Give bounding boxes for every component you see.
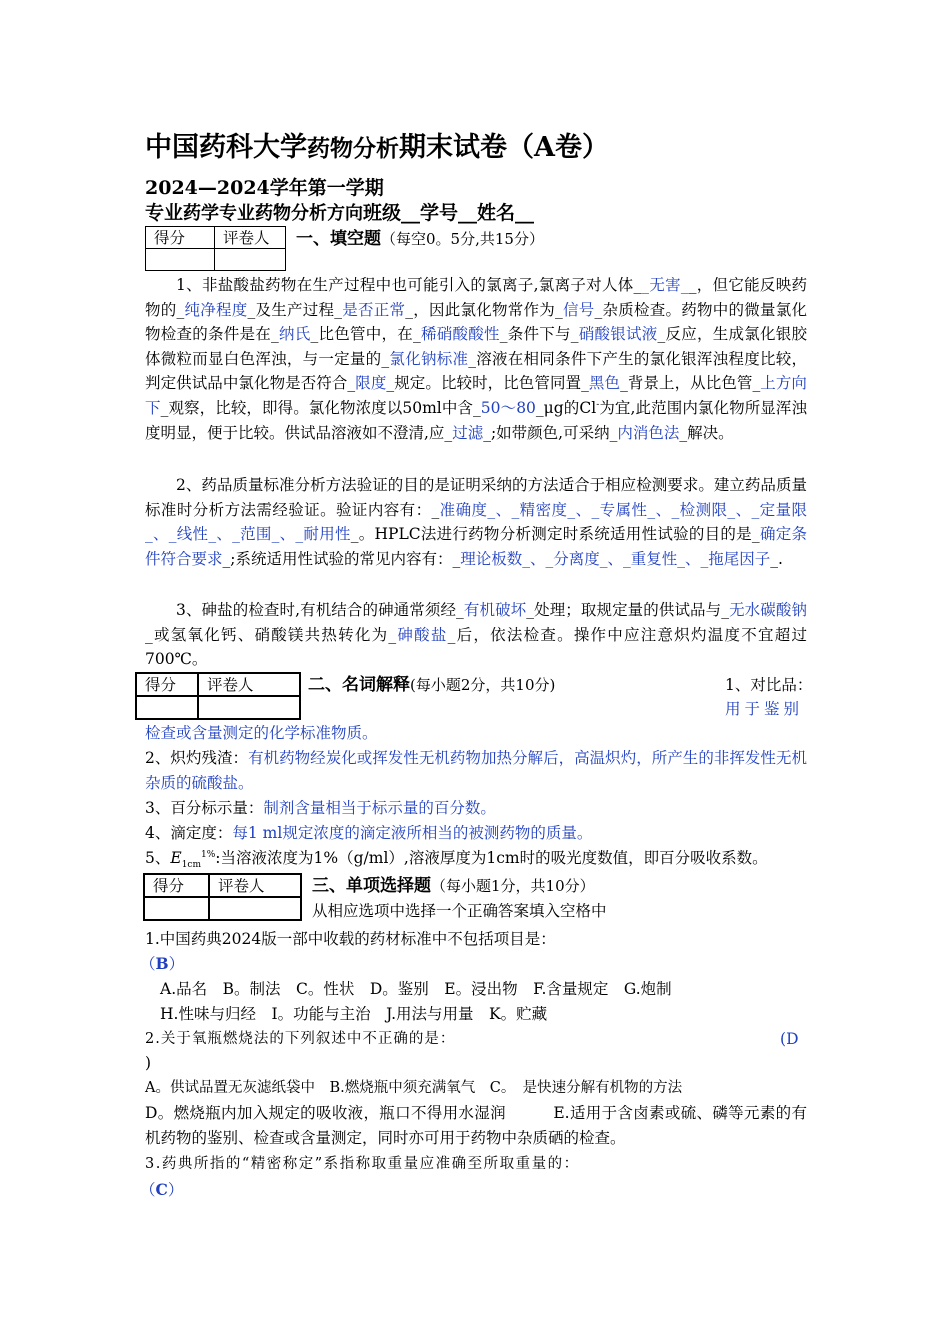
score-cell[interactable]: [146, 249, 215, 271]
q3-text: _或氢氧化钙、硝酸镁共热转化为_: [145, 625, 397, 644]
section-3-title: 三、单项选择题: [312, 876, 431, 896]
q1-text: _，因此氯化物常作为_: [405, 300, 563, 319]
title-course: 药物分析: [307, 135, 399, 162]
term-3: [145, 796, 496, 821]
q1-text: _溶液在相同条件下产生的氯化银浑浊程度比较，判定供试品中氯化物是否符合_: [145, 349, 807, 393]
term-2-label: 2、炽灼残渣：: [145, 749, 249, 767]
score-label: 得分: [146, 227, 215, 249]
answer-bracket: （: [140, 1181, 156, 1199]
answer-bracket: ）: [168, 955, 185, 973]
q1-answer: 过滤: [452, 423, 484, 442]
choice-question-1-answer: [140, 951, 184, 977]
term-3-answer: 制剂含量相当于标示量的百分数。: [263, 799, 496, 817]
q1-answer: 氯化钠标准: [389, 349, 469, 368]
term-1-label: 1、对比品：: [725, 676, 813, 694]
major-value: 药学专业药物分析方向: [183, 203, 364, 224]
answer-bracket: （: [140, 955, 156, 973]
q1-answer: 内消色法: [617, 423, 680, 442]
term-3-label: 3、百分标示量：: [145, 799, 264, 817]
q3-answer: 无水碳酸钠: [729, 601, 807, 619]
q1-answer: _无害_: [641, 276, 689, 294]
q1-text: _规定。比较时，比色管同置_: [386, 374, 589, 393]
section-1-heading: [296, 226, 544, 252]
q3-text: 3、砷盐的检查时,有机结合的砷通常须经_: [176, 601, 464, 619]
choice-question-2-options-1: A。供试品置无灰滤纸袋中 B.燃烧瓶中须充满氧气 C。 是快速分解有机物的方法: [145, 1080, 683, 1096]
q1-answer: 纯净程度: [184, 300, 248, 319]
term-5-symbol: E: [170, 849, 182, 867]
answer-letter: B: [155, 954, 169, 973]
grader-label: 评卷人: [198, 673, 300, 696]
q1-answer: 是否正常: [342, 300, 406, 319]
exam-student-info: [145, 199, 534, 228]
score-table-2: [135, 672, 301, 720]
choice-question-1-options-2: H.性味与归经 I。功能与主治 J.用法与用量 K。贮藏: [160, 1005, 548, 1023]
exam-term: 2024—2024学年第一学期: [145, 177, 384, 199]
q1-text: _条件下与_: [499, 325, 579, 344]
choice-question-3-answer: [140, 1177, 183, 1203]
q1-text: _及生产过程_: [247, 300, 342, 319]
answer-bracket: ）: [167, 1181, 184, 1199]
score-cell[interactable]: [144, 897, 209, 920]
term-2-answer: 有机药物经炭化或挥发性无机药物加热分解后，高温炽灼，所产生的非挥发性无机杂质的硫酸盐。: [145, 749, 807, 792]
score-table-1: [145, 226, 286, 271]
q3-answer: 砷酸盐: [396, 625, 448, 644]
term-5-subscript: 1cm: [181, 860, 202, 871]
q3-text: _处理；取规定量的供试品与_: [526, 601, 729, 619]
term-1-answer-part2: 检查或含量测定的化学标准物质。: [145, 724, 378, 742]
term-4-label: 4、滴定度：: [145, 824, 233, 842]
q2-text: _.: [770, 549, 783, 568]
score-cell[interactable]: [136, 696, 198, 719]
grader-cell[interactable]: [198, 696, 300, 719]
q2-answer: 确定条件符合要求: [145, 525, 807, 568]
q1-answer: 纳氏: [278, 325, 311, 344]
q1-text: _μg的Cl: [535, 398, 597, 417]
q1-text: _背景上，从比色管_: [620, 374, 761, 393]
choice-question-2: 2.关于氧瓶燃烧法的下列叙述中不正确的是：: [145, 1031, 456, 1047]
q1-answer: 50～80: [480, 398, 536, 417]
q2-text: _。HPLC法进行药物分析测定时系统适用性试验的目的是_: [350, 525, 760, 544]
score-label: 得分: [136, 673, 198, 696]
answer-letter: C: [155, 1180, 168, 1199]
term-5-label: 5、: [145, 849, 171, 867]
q1-text: 1、非盐酸盐药物在生产过程中也可能引入的氯离子,氯离子对人体_: [176, 276, 642, 294]
section-2-heading: [308, 672, 555, 698]
grader-label: 评卷人: [209, 874, 301, 897]
term-5: [145, 846, 768, 871]
q1-text: _;如带颜色,可采纳_: [483, 423, 618, 442]
q3-answer: 有机破坏: [463, 601, 527, 619]
section-3-note: （每小题1分，共10分）: [431, 877, 595, 895]
q1-text: _解决。: [679, 423, 734, 442]
major-prefix: 专业: [145, 202, 184, 224]
grader-cell[interactable]: [215, 249, 286, 271]
choice-question-2-answer: [780, 1027, 799, 1052]
section-3-heading: [312, 873, 595, 899]
grader-cell[interactable]: [209, 897, 301, 920]
class-id-name-fields: 班级__学号__姓名__: [363, 202, 535, 224]
q1-text: _反应，生成氯化银胶体微粒而显白色浑浊，与一定量的_: [145, 325, 807, 368]
score-label: 得分: [144, 874, 209, 897]
q2-text: _;系统适用性试验的常见内容有：_: [222, 549, 461, 568]
choice-question-2-answer-close: ): [145, 1054, 152, 1072]
title-school: 中国药科大学: [145, 132, 307, 163]
term-5-text: :当溶液浓度为1%（g/ml）,溶液厚度为1cm时的吸光度数值，即百分吸收系数。: [215, 849, 768, 867]
section-2-title: 二、名词解释: [308, 675, 410, 695]
q2-text: 2、药品质量标准分析方法验证的目的是证明采纳的方法适合于相应检测要求。建立药品质量标准时分析方法需经验证。验证内容有：_: [145, 476, 807, 519]
fill-question-2: [145, 473, 807, 571]
q1-answer: 稀硝酸酸性: [420, 325, 500, 344]
q1-text: _杂质检查。药物中的微量氯化物检查的条件是在_: [145, 300, 807, 344]
choice-question-1: 1.中国药典2024版一部中收载的药材标准中不包括项目是：: [145, 930, 556, 948]
q3-text: _后，依法检查。操作中应注意炽灼温度不宜超过700℃。: [145, 625, 807, 669]
q1-text: 为宜,此范围内氯化物所显浑浊度明显，便于比较。供试品溶液如不澄清,应_: [145, 398, 807, 442]
section-1-note: （每空0。5分,共15分）: [381, 230, 544, 248]
fill-question-1: 1、非盐酸盐药物在生产过程中也可能引入的氯离子,氯离子对人体__无害__，但它能反映药物的_纯净程度_及生产过程_是否正常_，因此氯化物常作为_信号_杂质检查。药物中的微量氯化物检查的条件是在_纳氏_比色管中，在_稀硝酸酸性_条件下与_硝酸银试液_反应，生成氯化银胶体微粒而显白色浑浊，与一定量的_氯化钠标准_溶液在相同条件下产生的氯化银浑浊程度比较，判定供试品中氯化物是否符合_限度_规定。比较时，比色管同置_黑色_背景上，从比色管_上方向下_观察，比较，即得。氯化物浓度以50ml中含_50～80_μg的Cl-为宜,此范围内氯化物所显浑浊度明显，便于比较。供试品溶液如不澄清,应_过滤_;如带颜色,可采纳_内消色法_解决。: [145, 276, 807, 442]
term-2: [145, 746, 807, 795]
q1-text: _，但它能反映药物的_: [145, 276, 807, 319]
title-tail: 期末试卷（A卷）: [399, 132, 609, 163]
term-4-answer: 每1 ml规定浓度的滴定液所相当的被测药物的质量。: [232, 824, 593, 842]
score-table-3: [143, 873, 302, 921]
q1-text: _观察，比较，即得。氯化物浓度以50ml中含_: [160, 398, 481, 417]
section-2-note: (每小题2分，共10分): [410, 676, 556, 694]
fill-question-3: [145, 598, 807, 672]
grader-label: 评卷人: [215, 227, 286, 249]
exam-title: [145, 128, 609, 169]
term-4: [145, 821, 592, 846]
choice-question-1-options-1: A.品名 B。制法 C。性状 D。鉴别 E。浸出物 F.含量规定 G.炮制: [160, 980, 672, 998]
answer-bracket: (: [780, 1030, 787, 1048]
term-1-answer-part1: 用于鉴别: [725, 700, 804, 718]
term-5-superscript: 1%: [201, 849, 216, 860]
choice-question-2-options-2: D。燃烧瓶内加入规定的吸收液，瓶口不得用水湿润 E.适用于含卤素或硫、磷等元素的有机药物的鉴别、检查或含量测定，同时亦可用于药物中杂质硒的检查。: [145, 1104, 807, 1147]
answer-letter: D: [786, 1030, 799, 1048]
q2-answer: 准确度_、_精密度_、_专属性_、_检测限_、_定量限_、_线性_、_范围_、_耐用性: [145, 500, 807, 544]
q1-answer: 黑色: [588, 374, 621, 393]
q2-answer: 理论板数_、_分离度_、_重复性_、_拖尾因子: [460, 549, 771, 568]
q1-answer: 限度: [355, 374, 387, 393]
section-3-instruction: 从相应选项中选择一个正确答案填入空格中: [312, 902, 607, 920]
q1-answer: 硝酸银试液: [578, 325, 658, 344]
q1-text: _比色管中，在_: [310, 325, 421, 344]
choice-question-3: 3.药典所指的“精密称定”系指称取重量应准确至所取重量的：: [145, 1156, 580, 1172]
q1-answer: 上方向下: [145, 374, 807, 417]
section-1-title: 一、填空题: [296, 229, 381, 249]
q1-answer: 信号: [562, 300, 595, 319]
